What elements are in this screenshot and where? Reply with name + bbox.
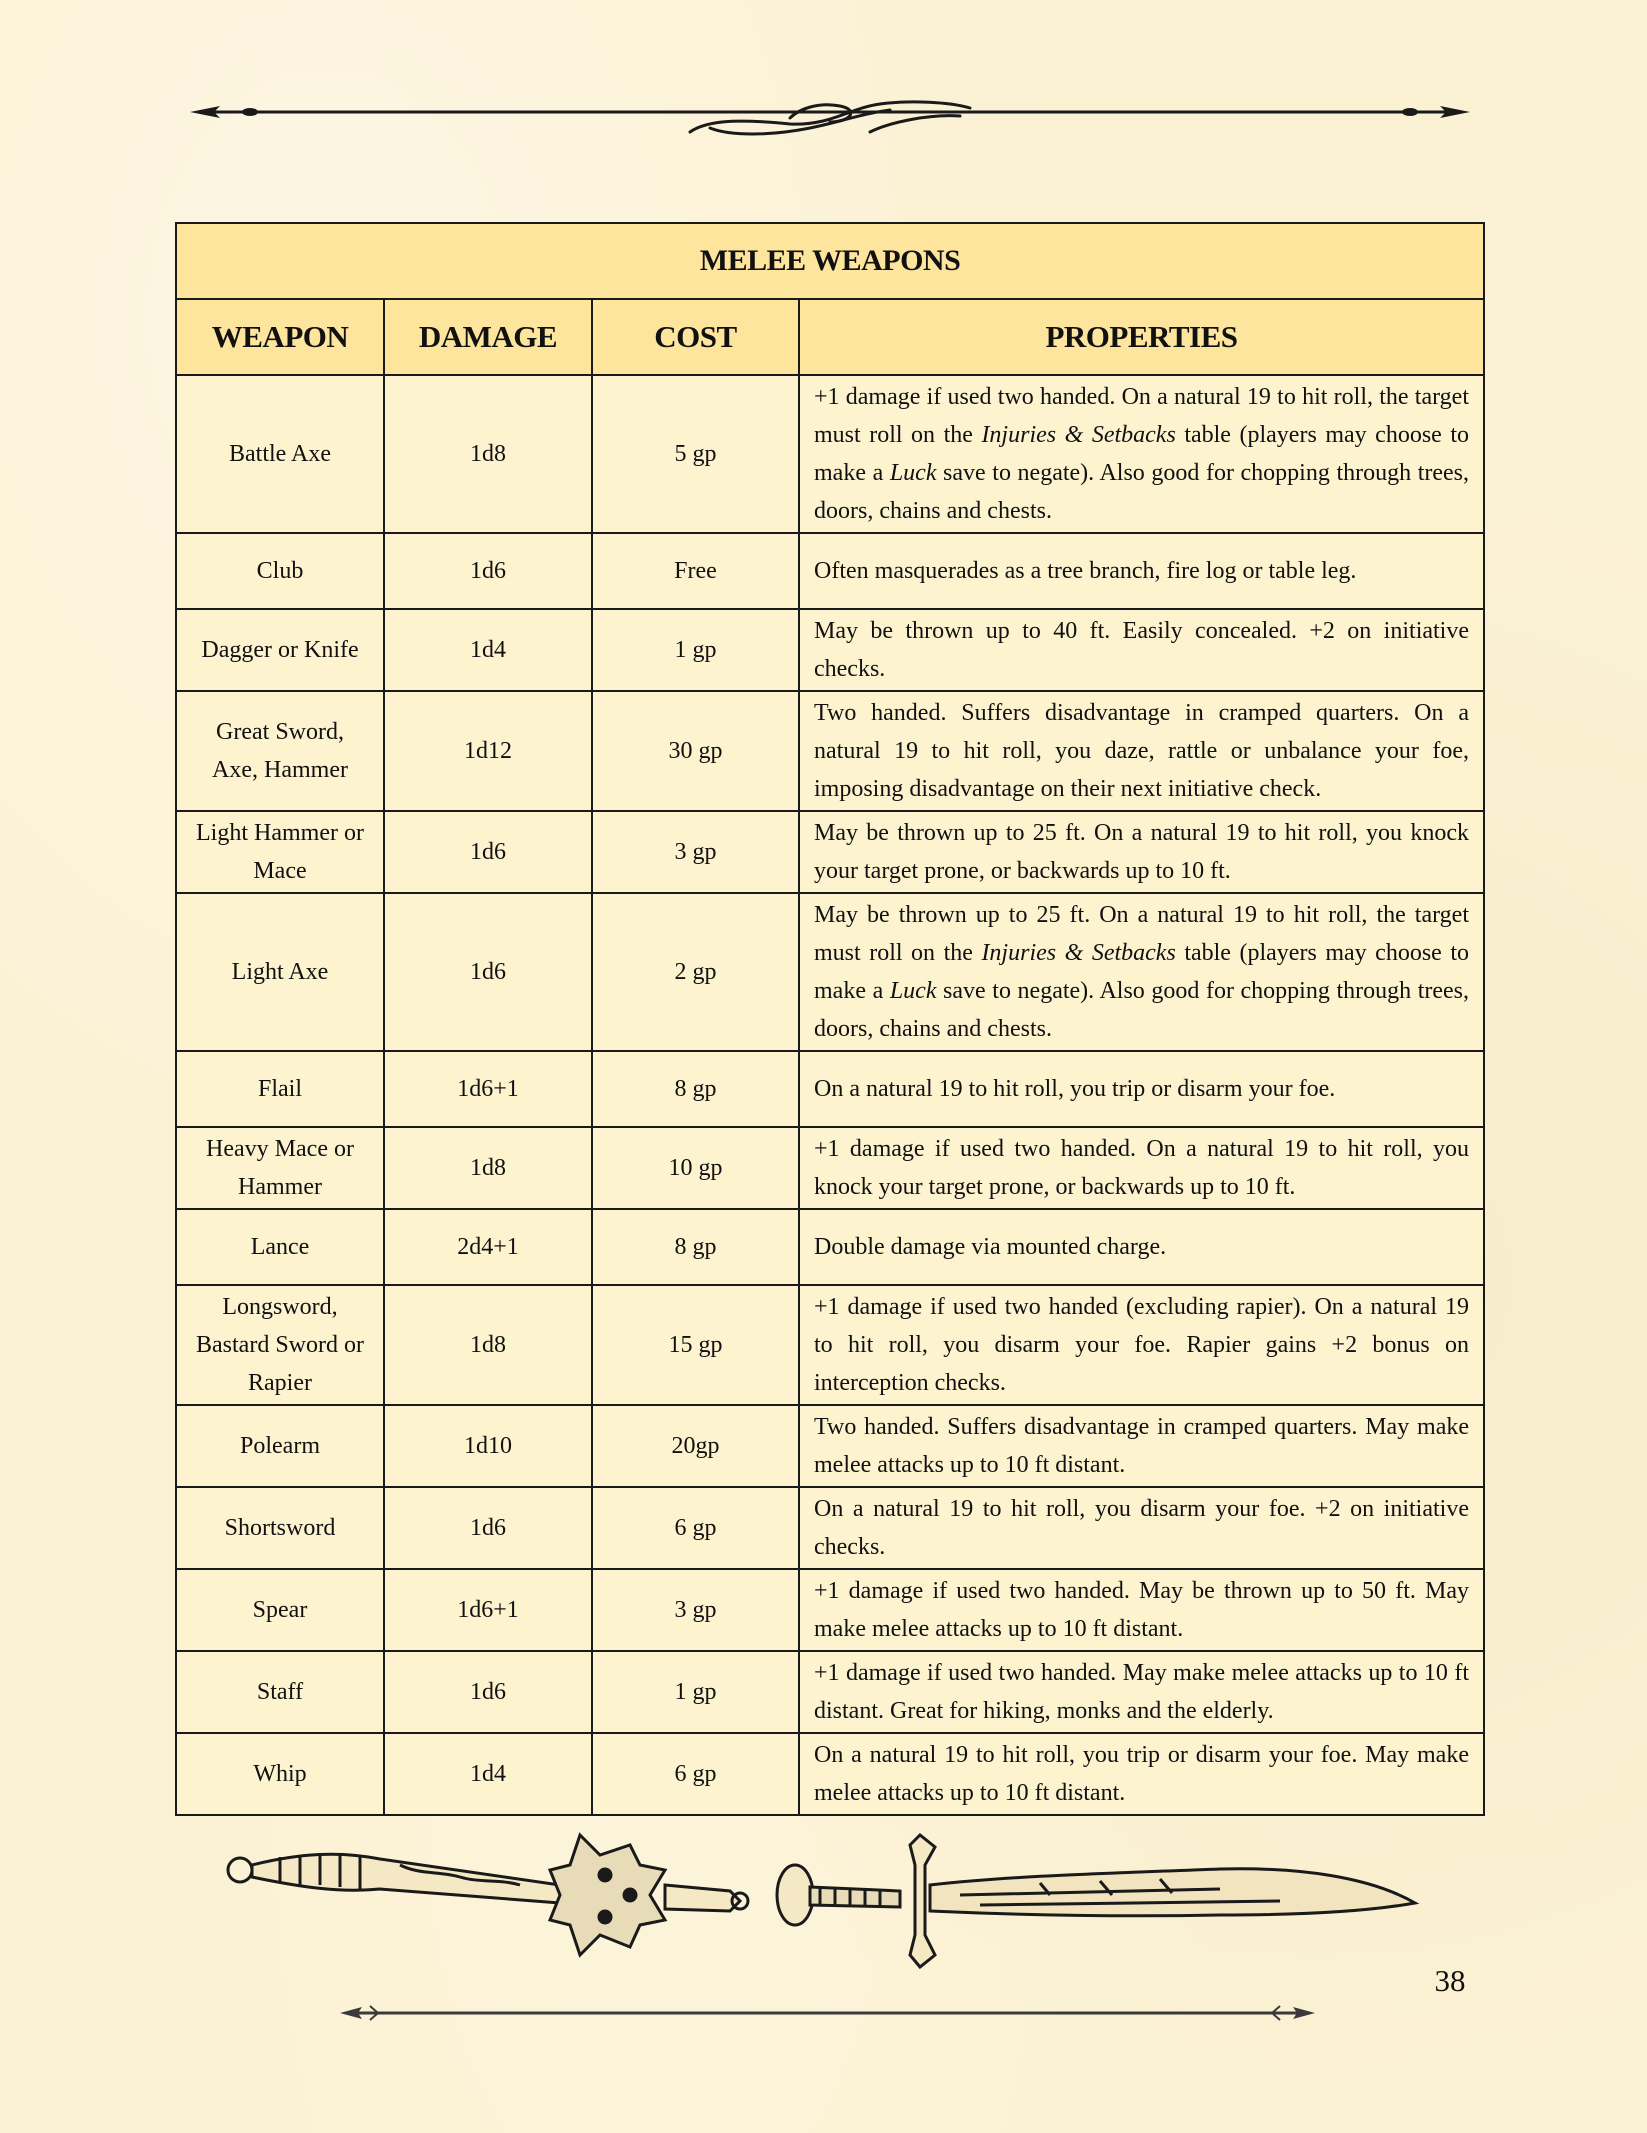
- damage-cell: 1d6: [384, 811, 592, 893]
- table-body: [176, 375, 1484, 1815]
- bottom-arrow-divider: [340, 2000, 1315, 2030]
- damage-cell: 1d8: [384, 1127, 592, 1209]
- properties-cell: [799, 1285, 1484, 1405]
- damage-cell: 1d6: [384, 533, 592, 609]
- weapon-name-cell: Light Hammer or Mace: [176, 811, 384, 893]
- properties-cell: [799, 1651, 1484, 1733]
- weapon-name-cell: Lance: [176, 1209, 384, 1285]
- properties-emphasis: Injuries & Setbacks: [981, 940, 1176, 966]
- damage-cell: 1d4: [384, 609, 592, 691]
- weapon-name-cell: Longsword, Bastard Sword or Rapier: [176, 1285, 384, 1405]
- properties-text: Two handed. Suffers disadvantage in cramped quarters. On a natural 19 to hit roll, you daze, rattle or unbalance your foe, imposing disadvantage on their next initiative check.: [814, 700, 1469, 802]
- table-row: [176, 893, 1484, 1051]
- column-header-properties: PROPERTIES: [799, 299, 1484, 375]
- damage-cell: 1d6+1: [384, 1051, 592, 1127]
- cost-cell: 10 gp: [592, 1127, 799, 1209]
- properties-cell: [799, 375, 1484, 533]
- damage-cell: 1d6: [384, 1487, 592, 1569]
- properties-emphasis: Luck: [889, 460, 937, 486]
- properties-text: On a natural 19 to hit roll, you trip or disarm your foe.: [814, 1076, 1336, 1102]
- cost-cell: Free: [592, 533, 799, 609]
- table-row: [176, 375, 1484, 533]
- cost-cell: 2 gp: [592, 893, 799, 1051]
- weapon-illustrations: [220, 1825, 1420, 1995]
- cost-cell: 1 gp: [592, 609, 799, 691]
- weapon-name-cell: Staff: [176, 1651, 384, 1733]
- properties-text: May be thrown up to 40 ft. Easily concealed. +2 on initiative checks.: [814, 618, 1469, 682]
- properties-cell: [799, 1209, 1484, 1285]
- weapon-name-cell: Heavy Mace or Hammer: [176, 1127, 384, 1209]
- table-row: [176, 1127, 1484, 1209]
- cost-cell: 6 gp: [592, 1733, 799, 1815]
- properties-text: table (players may choose to make a: [814, 940, 1470, 1004]
- cost-cell: 15 gp: [592, 1285, 799, 1405]
- table-title: MELEE WEAPONS: [176, 223, 1484, 299]
- properties-cell: [799, 1127, 1484, 1209]
- properties-text: May be thrown up to 25 ft. On a natural 19 to hit roll, the target must roll on the: [814, 902, 1469, 966]
- properties-cell: [799, 893, 1484, 1051]
- table-row: [176, 811, 1484, 893]
- weapon-name-cell: Club: [176, 533, 384, 609]
- table-row: [176, 1209, 1484, 1285]
- cost-cell: 6 gp: [592, 1487, 799, 1569]
- cost-cell: 20gp: [592, 1405, 799, 1487]
- cost-cell: 30 gp: [592, 691, 799, 811]
- weapon-name-cell: Great Sword, Axe, Hammer: [176, 691, 384, 811]
- weapon-name-cell: Spear: [176, 1569, 384, 1651]
- properties-cell: [799, 609, 1484, 691]
- column-header-weapon: WEAPON: [176, 299, 384, 375]
- properties-cell: [799, 1051, 1484, 1127]
- properties-text: save to negate). Also good for chopping through trees, doors, chains and chests.: [814, 978, 1470, 1042]
- properties-text: Two handed. Suffers disadvantage in cramped quarters. May make melee attacks up to 10 ft distant.: [814, 1414, 1469, 1478]
- spiked-mace-illustration: [228, 1835, 748, 1955]
- table-row: [176, 1569, 1484, 1651]
- properties-text: save to negate). Also good for chopping through trees, doors, chains and chests.: [814, 460, 1470, 524]
- properties-text: +1 damage if used two handed. May be thrown up to 50 ft. May make melee attacks up to 10 ft distant.: [814, 1578, 1469, 1642]
- properties-text: On a natural 19 to hit roll, you trip or disarm your foe. May make melee attacks up to 10 ft distant.: [814, 1742, 1469, 1806]
- properties-text: +1 damage if used two handed. On a natural 19 to hit roll, you knock your target prone, or backwards up to 10 ft.: [814, 1136, 1469, 1200]
- cost-cell: 1 gp: [592, 1651, 799, 1733]
- properties-text: On a natural 19 to hit roll, you disarm your foe. +2 on initiative checks.: [814, 1496, 1469, 1560]
- damage-cell: 1d8: [384, 375, 592, 533]
- properties-text: +1 damage if used two handed. On a natural 19 to hit roll, the target must roll on the: [814, 384, 1469, 448]
- damage-cell: 1d6+1: [384, 1569, 592, 1651]
- column-header-cost: COST: [592, 299, 799, 375]
- damage-cell: 1d8: [384, 1285, 592, 1405]
- weapon-name-cell: Flail: [176, 1051, 384, 1127]
- curved-sword-illustration: [777, 1835, 1415, 1967]
- properties-cell: [799, 1569, 1484, 1651]
- weapon-name-cell: Whip: [176, 1733, 384, 1815]
- properties-text: +1 damage if used two handed. May make melee attacks up to 10 ft distant. Great for hiking, monks and the elderly.: [814, 1660, 1469, 1724]
- melee-weapons-table: [175, 222, 1485, 1816]
- table-row: [176, 691, 1484, 811]
- weapon-name-cell: Polearm: [176, 1405, 384, 1487]
- cost-cell: 8 gp: [592, 1051, 799, 1127]
- cost-cell: 3 gp: [592, 1569, 799, 1651]
- properties-cell: [799, 533, 1484, 609]
- cost-cell: 3 gp: [592, 811, 799, 893]
- properties-cell: [799, 811, 1484, 893]
- damage-cell: 1d12: [384, 691, 592, 811]
- properties-text: table (players may choose to make a: [814, 422, 1470, 486]
- column-header-damage: DAMAGE: [384, 299, 592, 375]
- damage-cell: 1d4: [384, 1733, 592, 1815]
- properties-text: May be thrown up to 25 ft. On a natural 19 to hit roll, you knock your target prone, or backwards up to 10 ft.: [814, 820, 1469, 884]
- table-row: [176, 1051, 1484, 1127]
- table-row: [176, 1405, 1484, 1487]
- table-row: [176, 1651, 1484, 1733]
- table-row: [176, 1285, 1484, 1405]
- cost-cell: 5 gp: [592, 375, 799, 533]
- weapon-name-cell: Shortsword: [176, 1487, 384, 1569]
- properties-text: Often masquerades as a tree branch, fire log or table leg.: [814, 558, 1357, 584]
- weapon-name-cell: Light Axe: [176, 893, 384, 1051]
- damage-cell: 1d10: [384, 1405, 592, 1487]
- properties-cell: [799, 1733, 1484, 1815]
- page-number: 38: [1434, 1963, 1466, 1998]
- table-row: [176, 1733, 1484, 1815]
- table-row: [176, 609, 1484, 691]
- properties-cell: [799, 1405, 1484, 1487]
- damage-cell: 1d6: [384, 893, 592, 1051]
- cost-cell: 8 gp: [592, 1209, 799, 1285]
- table-row: [176, 533, 1484, 609]
- properties-text: +1 damage if used two handed (excluding rapier). On a natural 19 to hit roll, you disarm your foe. Rapier gains +2 bonus on interception checks.: [814, 1294, 1469, 1396]
- properties-emphasis: Injuries & Setbacks: [981, 422, 1176, 448]
- damage-cell: 2d4+1: [384, 1209, 592, 1285]
- top-ornamental-divider: [190, 88, 1470, 148]
- damage-cell: 1d6: [384, 1651, 592, 1733]
- weapon-name-cell: Dagger or Knife: [176, 609, 384, 691]
- properties-emphasis: Luck: [889, 978, 937, 1004]
- table-row: [176, 1487, 1484, 1569]
- weapon-name-cell: Battle Axe: [176, 375, 384, 533]
- properties-text: Double damage via mounted charge.: [814, 1234, 1167, 1260]
- properties-cell: [799, 691, 1484, 811]
- properties-cell: [799, 1487, 1484, 1569]
